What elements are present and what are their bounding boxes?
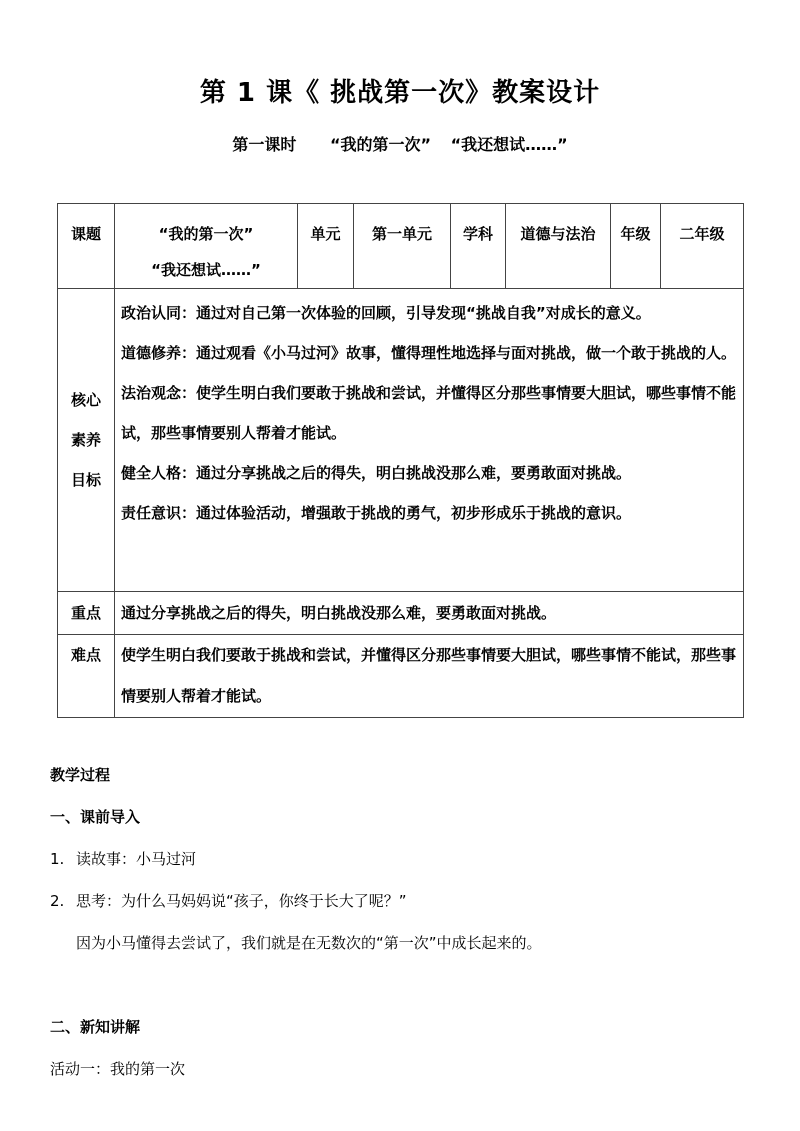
focus-label: 重点 bbox=[70, 604, 101, 622]
activity-one-heading: 活动一：我的第一次 bbox=[50, 1060, 186, 1078]
core-goals-row bbox=[58, 289, 744, 592]
difficulty-label: 难点 bbox=[70, 646, 101, 664]
page-title: 第 1 课《 挑战第一次》教案设计 bbox=[199, 78, 601, 108]
item-number: 2. bbox=[50, 892, 65, 910]
focus-content-cell bbox=[115, 592, 744, 635]
subject-label: 学科 bbox=[462, 225, 493, 243]
item-text: 思考：为什么马妈妈说“孩子，你终于长大了呢？” bbox=[76, 892, 407, 910]
goal-moral: 道德修养：通过观看《小马过河》故事，懂得理性地选择与面对挑战，做一个敢于挑战的人。 bbox=[121, 344, 737, 362]
goal-personality: 健全人格：通过分享挑战之后的得失，明白挑战没那么难，要勇敢面对挑战。 bbox=[121, 464, 632, 482]
section-new-knowledge-heading: 二、新知讲解 bbox=[50, 1018, 141, 1036]
list-item bbox=[50, 890, 407, 911]
unit-label: 单元 bbox=[310, 225, 341, 243]
goals-content-cell bbox=[115, 289, 744, 592]
difficulty-content-cell bbox=[115, 635, 744, 718]
item-number: 1. bbox=[50, 850, 65, 868]
grade-label-cell bbox=[611, 204, 661, 289]
difficulty-label-cell bbox=[58, 635, 115, 718]
table-header-row bbox=[58, 204, 744, 289]
goals-label-line-3: 目标 bbox=[70, 471, 101, 489]
goals-label-line-1: 核心 bbox=[70, 391, 101, 409]
focus-label-cell bbox=[58, 592, 115, 635]
item-answer: 因为小马懂得去尝试了，我们就是在无数次的“第一次”中成长起来的。 bbox=[76, 934, 542, 952]
section-intro-heading: 一、课前导入 bbox=[50, 808, 141, 826]
item-text: 读故事：小马过河 bbox=[76, 850, 197, 868]
subject-value-cell bbox=[506, 204, 611, 289]
topic-value-cell bbox=[115, 204, 298, 289]
goals-label-cell bbox=[58, 289, 115, 592]
page-subtitle bbox=[0, 132, 800, 155]
subtitle-topic-2: “我还想试……” bbox=[450, 135, 568, 154]
goal-responsibility: 责任意识：通过体验活动，增强敢于挑战的勇气，初步形成乐于挑战的意识。 bbox=[121, 504, 632, 522]
topic-label-cell bbox=[58, 204, 115, 289]
lesson-plan-table bbox=[57, 203, 744, 718]
subtitle-lesson: 第一课时 bbox=[232, 135, 297, 154]
topic-line-1: “我的第一次” bbox=[158, 225, 254, 243]
process-heading: 教学过程 bbox=[50, 766, 111, 784]
grade-value: 二年级 bbox=[679, 225, 725, 243]
topic-line-2: “我还想试……” bbox=[151, 261, 261, 279]
grade-label: 年级 bbox=[620, 225, 651, 243]
topic-label: 课题 bbox=[70, 225, 101, 243]
unit-value: 第一单元 bbox=[371, 225, 432, 243]
focus-text: 通过分享挑战之后的得失，明白挑战没那么难，要勇敢面对挑战。 bbox=[121, 604, 557, 622]
goal-political: 政治认同：通过对自己第一次体验的回顾，引导发现“挑战自我”对成长的意义。 bbox=[121, 304, 651, 322]
subtitle-topic-1: “我的第一次” bbox=[329, 135, 431, 154]
subject-value: 道德与法治 bbox=[520, 225, 596, 243]
goals-label-line-2: 素养 bbox=[70, 431, 101, 449]
difficulty-text: 使学生明白我们要敢于挑战和尝试，并懂得区分那些事情要大胆试，哪些事情不能试，那些事情要别人帮着才能试。 bbox=[121, 646, 737, 705]
subject-label-cell bbox=[451, 204, 506, 289]
focus-row bbox=[58, 592, 744, 635]
goal-legal: 法治观念：使学生明白我们要敢于挑战和尝试，并懂得区分那些事情要大胆试，哪些事情不能试，那些事情要别人帮着才能试。 bbox=[121, 384, 737, 442]
unit-label-cell bbox=[298, 204, 354, 289]
difficulty-row bbox=[58, 635, 744, 718]
unit-value-cell bbox=[354, 204, 451, 289]
grade-value-cell bbox=[661, 204, 744, 289]
list-item bbox=[50, 848, 196, 869]
